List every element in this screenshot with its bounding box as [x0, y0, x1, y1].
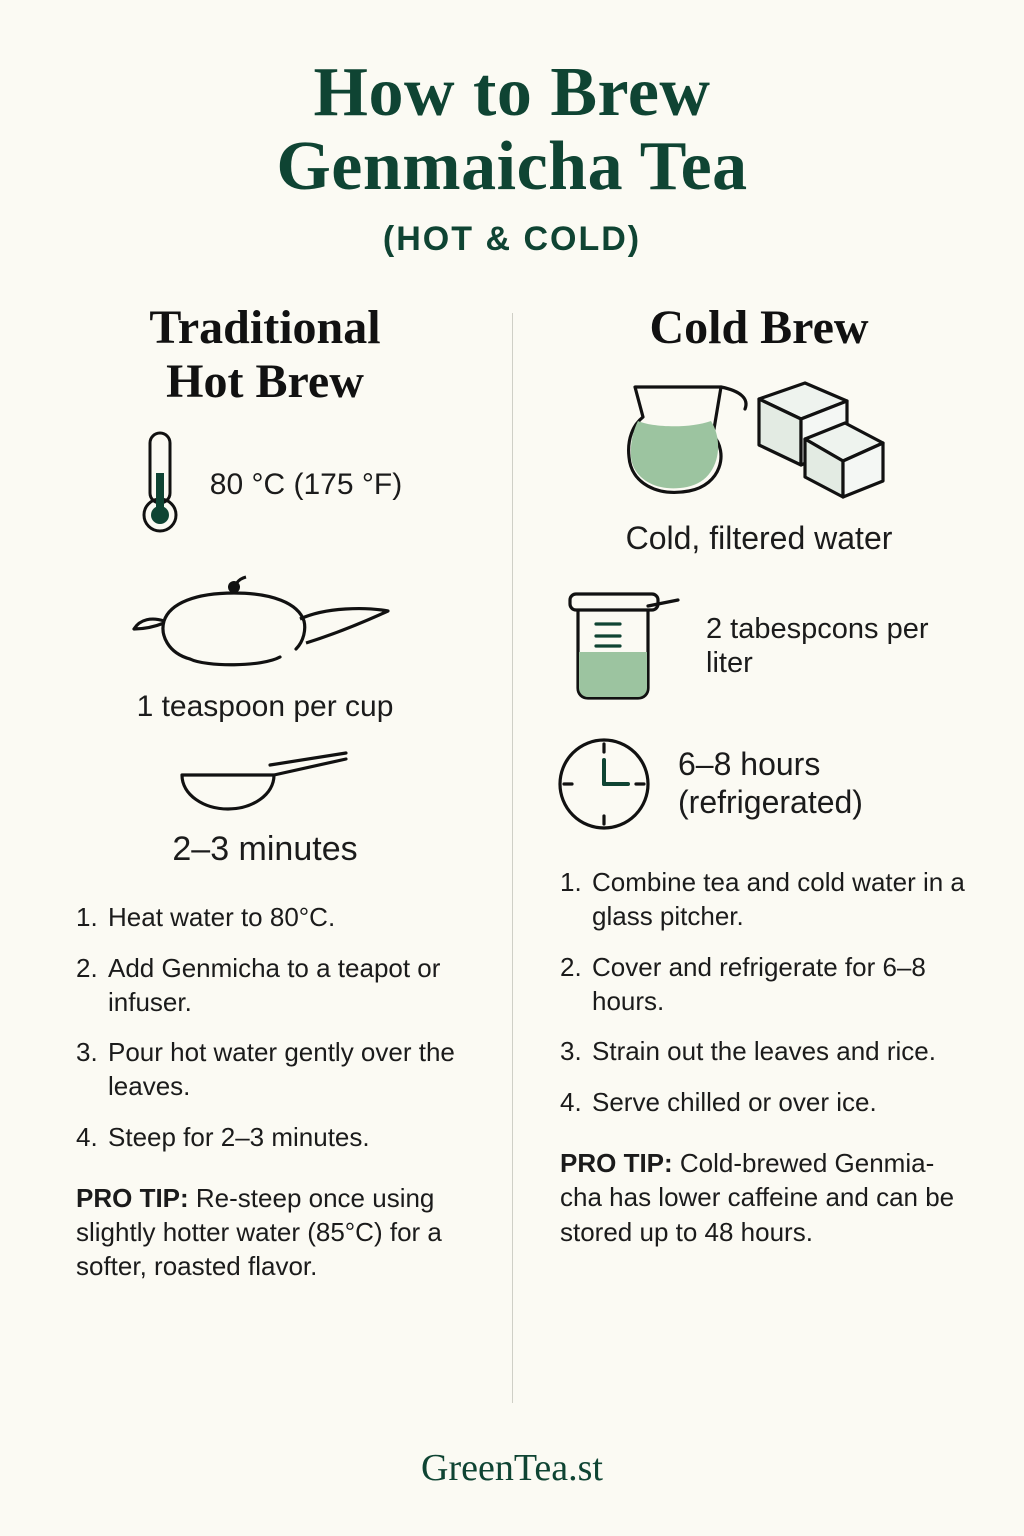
hot-pro-tip-text: Re-steep once using slightly hotter water (85°C) for a softer, roasted flavor. — [76, 1182, 442, 1282]
step-number: 3. — [560, 1036, 582, 1067]
column-title-hot — [58, 301, 472, 409]
step-text: Combine tea and cold water in a glass pitcher. — [592, 867, 965, 931]
list-item — [560, 866, 966, 934]
hot-temperature-row — [58, 427, 472, 537]
header — [0, 0, 1024, 259]
thermometer-icon — [128, 427, 192, 537]
step-text: Strain out the leaves and rice. — [592, 1036, 936, 1067]
step-number: 2. — [76, 952, 98, 983]
hot-pro-tip-label: PRO TIP: — [76, 1182, 189, 1213]
columns-container — [0, 301, 1024, 1283]
cold-steps-list — [552, 866, 966, 1120]
column-title-hot-line1: Traditional — [149, 301, 381, 355]
step-text: Pour hot water gently over the leaves. — [108, 1037, 455, 1102]
step-number: 2. — [560, 951, 582, 982]
hot-time-block — [58, 751, 472, 870]
pitcher-and-ice-icon — [609, 373, 909, 513]
cold-water-caption: Cold, filtered water — [625, 520, 893, 557]
cold-water-block — [552, 373, 966, 558]
hot-steps-list — [58, 901, 472, 1155]
cold-amount-row — [552, 588, 966, 704]
hot-temperature-caption: 80 °C (175 °F) — [209, 467, 403, 501]
column-title-hot-line2: Hot Brew — [166, 355, 364, 409]
cold-time-caption: 6–8 hours (refrigerated) — [678, 746, 863, 821]
cold-pro-tip — [552, 1146, 966, 1249]
list-item — [76, 1121, 472, 1155]
list-item — [76, 901, 472, 935]
step-text: Steep for 2–3 minutes. — [108, 1121, 370, 1152]
step-text: Serve chilled or over ice. — [592, 1087, 877, 1118]
page-title — [0, 56, 1024, 204]
title-line-2: Genmaicha Tea — [276, 128, 748, 206]
step-number: 3. — [76, 1037, 98, 1068]
list-item — [560, 1086, 966, 1120]
page-subtitle: (HOT & COLD) — [382, 220, 642, 259]
column-title-cold — [552, 301, 966, 355]
hot-time-caption: 2–3 minutes — [172, 830, 358, 869]
step-text: Add Genmicha to a teapot or infuser. — [108, 952, 441, 1017]
hot-amount-caption: 1 teaspoon per cup — [136, 689, 394, 723]
list-item — [76, 952, 472, 1020]
list-item — [76, 1036, 472, 1104]
hot-pro-tip — [58, 1181, 472, 1284]
column-cold-brew — [512, 301, 990, 1283]
hot-amount-block — [58, 563, 472, 726]
step-number: 1. — [560, 867, 582, 898]
cold-amount-caption: 2 tabespcons per liter — [706, 612, 929, 680]
column-title-cold-line1: Cold Brew — [649, 301, 869, 355]
column-hot-brew — [34, 301, 512, 1283]
list-item — [560, 951, 966, 1019]
clock-icon — [552, 732, 656, 836]
cold-pro-tip-label: PRO TIP: — [560, 1147, 673, 1178]
cold-time-row — [552, 732, 966, 836]
jar-icon — [552, 588, 682, 704]
step-number: 1. — [76, 901, 98, 932]
cold-pro-tip-text: Cold-brewed Genmia-cha has lower caffeine and can be stored up to 48 hours. — [560, 1147, 955, 1247]
list-item — [560, 1035, 966, 1069]
footer-brand: GreenTea.st — [421, 1447, 603, 1489]
title-line-1: How to Brew — [313, 54, 711, 131]
measuring-spoon-icon — [170, 751, 360, 823]
step-number: 4. — [76, 1121, 98, 1152]
teapot-icon — [130, 563, 400, 683]
step-text: Heat water to 80°C. — [108, 901, 336, 932]
step-number: 4. — [560, 1087, 582, 1118]
step-text: Cover and refrigerate for 6–8 hours. — [592, 951, 926, 1016]
column-divider — [512, 313, 513, 1403]
